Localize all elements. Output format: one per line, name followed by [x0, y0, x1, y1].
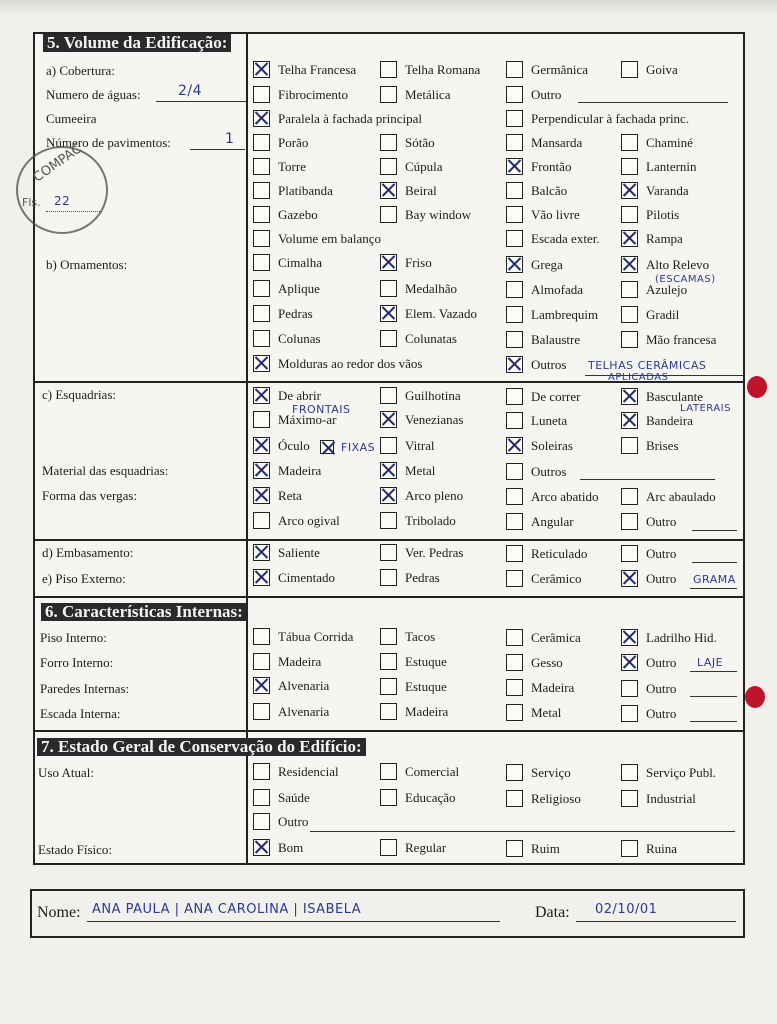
outro-cobertura-line	[578, 102, 728, 103]
de-correr-label: De correr	[531, 389, 581, 404]
ceramico-label: Cerâmico	[531, 571, 582, 586]
arco-abatido-checkbox[interactable]	[506, 488, 523, 505]
aplique-checkbox[interactable]	[253, 280, 270, 297]
lambrequim-checkbox[interactable]	[506, 306, 523, 323]
guilhotina-checkbox[interactable]	[380, 387, 397, 404]
residencial-checkbox[interactable]	[253, 763, 270, 780]
outro-checkbox[interactable]	[621, 654, 638, 671]
label-piso-interno: Piso Interno:	[40, 630, 107, 645]
arc-abaulado-checkbox[interactable]	[621, 488, 638, 505]
sotao-label: Sótão	[405, 135, 435, 150]
elem-vazado-label: Elem. Vazado	[405, 306, 477, 321]
ruina-label: Ruina	[646, 841, 678, 856]
balaustre-label: Balaustre	[531, 332, 581, 347]
venezianas-label: Venezianas	[405, 412, 464, 427]
outro-paredes-line	[690, 696, 737, 697]
gazebo-checkbox[interactable]	[253, 206, 270, 223]
educacao-checkbox[interactable]	[380, 789, 397, 806]
red-marker-dot	[747, 376, 767, 398]
label-material-esquadrias: Material das esquadrias:	[42, 463, 169, 478]
outro-label: Outro	[531, 87, 562, 102]
num-pav-value[interactable]: 1	[225, 131, 235, 147]
angular-checkbox[interactable]	[506, 513, 523, 530]
label-nome: Nome:	[37, 904, 81, 921]
estuque-checkbox[interactable]	[380, 678, 397, 695]
vao-livre-label: Vão livre	[531, 207, 580, 222]
cimalha-checkbox[interactable]	[253, 254, 270, 271]
medalhao-label: Medalhão	[405, 281, 457, 296]
porao-label: Porão	[278, 135, 309, 150]
hw-laje: LAJE	[697, 656, 724, 669]
industrial-checkbox[interactable]	[621, 790, 638, 807]
outro-checkbox[interactable]	[621, 545, 638, 562]
label-uso-atual: Uso Atual:	[38, 765, 94, 780]
vitral-label: Vitral	[405, 438, 435, 453]
label-esquadrias: c) Esquadrias:	[42, 387, 117, 402]
outro-label: Outro	[646, 514, 677, 529]
label-escada-interna: Escada Interna:	[40, 706, 121, 721]
tribolado-label: Tribolado	[405, 513, 456, 528]
chamine-label: Chaminé	[646, 135, 693, 150]
guilhotina-label: Guilhotina	[405, 388, 461, 403]
mansarda-checkbox[interactable]	[506, 134, 523, 151]
religioso-checkbox[interactable]	[506, 790, 523, 807]
de-abrir-checkbox[interactable]	[253, 387, 270, 404]
outro-checkbox[interactable]	[621, 705, 638, 722]
colunatas-label: Colunatas	[405, 331, 457, 346]
divider-embasamento	[33, 539, 745, 541]
medalhao-checkbox[interactable]	[380, 280, 397, 297]
cupula-label: Cúpula	[405, 159, 443, 174]
alvenaria-label: Alvenaria	[278, 704, 330, 719]
section-5-title: 5. Volume da Edificação:	[43, 34, 231, 52]
num-aguas-line	[156, 101, 246, 102]
num-pav-line	[190, 149, 245, 150]
cimalha-label: Cimalha	[278, 255, 323, 270]
label-data: Data:	[535, 904, 570, 921]
pedras-label: Pedras	[278, 306, 313, 321]
telha-francesa-checkbox[interactable]	[253, 61, 270, 78]
gesso-label: Gesso	[531, 655, 563, 670]
platibanda-checkbox[interactable]	[253, 182, 270, 199]
germanica-checkbox[interactable]	[506, 61, 523, 78]
divider-section-7	[33, 730, 745, 732]
stamp-fls-value: 22	[54, 194, 71, 208]
ver-pedras-checkbox[interactable]	[380, 544, 397, 561]
ceramica-label: Cerâmica	[531, 630, 581, 645]
bay-window-checkbox[interactable]	[380, 206, 397, 223]
telha-romana-checkbox[interactable]	[380, 61, 397, 78]
ruina-checkbox[interactable]	[621, 840, 638, 857]
outro-embasamento-line	[692, 562, 737, 563]
molduras-ao-redor-dos-vaos-checkbox[interactable]	[253, 355, 270, 372]
perpendicular-a-fachada-princ-label: Perpendicular à fachada princ.	[531, 111, 690, 126]
madeira-label: Madeira	[531, 680, 575, 695]
label-num-aguas: Numero de águas:	[46, 87, 141, 102]
vitral-checkbox[interactable]	[380, 437, 397, 454]
madeira-checkbox[interactable]	[380, 703, 397, 720]
lanternin-label: Lanternin	[646, 159, 697, 174]
ladrilho-hid-checkbox[interactable]	[621, 629, 638, 646]
aplique-label: Aplique	[278, 281, 320, 296]
de-correr-checkbox[interactable]	[506, 388, 523, 405]
arco-ogival-checkbox[interactable]	[253, 512, 270, 529]
arco-pleno-label: Arco pleno	[405, 488, 464, 503]
label-cobertura: a) Cobertura:	[46, 63, 115, 78]
saliente-checkbox[interactable]	[253, 544, 270, 561]
stamp-fls-line	[46, 211, 100, 212]
fixas-checkbox[interactable]	[320, 440, 334, 454]
servico-checkbox[interactable]	[506, 764, 523, 781]
mao-francesa-checkbox[interactable]	[621, 331, 638, 348]
hw-escamas: (ESCAMAS)	[655, 274, 716, 285]
data-line	[576, 921, 736, 922]
frontao-checkbox[interactable]	[506, 158, 523, 175]
molduras-ao-redor-dos-vaos-label: Molduras ao redor dos vãos	[278, 356, 423, 371]
bom-checkbox[interactable]	[253, 839, 270, 856]
outro-uso-line	[310, 831, 735, 832]
religioso-label: Religioso	[531, 791, 581, 806]
balaustre-checkbox[interactable]	[506, 331, 523, 348]
tabua-corrida-checkbox[interactable]	[253, 628, 270, 645]
saude-checkbox[interactable]	[253, 789, 270, 806]
chamine-checkbox[interactable]	[621, 134, 638, 151]
metal-checkbox[interactable]	[380, 462, 397, 479]
industrial-label: Industrial	[646, 791, 696, 806]
nome-value[interactable]: ANA PAULA | ANA CAROLINA | ISABELA	[92, 902, 362, 917]
tacos-checkbox[interactable]	[380, 628, 397, 645]
brises-label: Brises	[646, 438, 679, 453]
volume-em-balanco-checkbox[interactable]	[253, 230, 270, 247]
telha-romana-label: Telha Romana	[405, 62, 481, 77]
madeira-checkbox[interactable]	[253, 653, 270, 670]
beiral-checkbox[interactable]	[380, 182, 397, 199]
alvenaria-label: Alvenaria	[278, 678, 330, 693]
metal-label: Metal	[531, 705, 562, 720]
nome-line	[87, 921, 500, 922]
label-ornamentos: b) Ornamentos:	[46, 257, 128, 272]
madeira-label: Madeira	[278, 654, 322, 669]
luneta-checkbox[interactable]	[506, 412, 523, 429]
hw-frontais: FRONTAIS	[292, 403, 351, 416]
outros-checkbox[interactable]	[506, 463, 523, 480]
hw-grama: GRAMA	[693, 573, 736, 586]
outro-label: Outro	[646, 546, 677, 561]
hw-fixas: FIXAS	[341, 441, 376, 454]
outro-checkbox[interactable]	[506, 86, 523, 103]
torre-label: Torre	[278, 159, 306, 174]
lanternin-checkbox[interactable]	[621, 158, 638, 175]
madeira-checkbox[interactable]	[253, 462, 270, 479]
almofada-checkbox[interactable]	[506, 281, 523, 298]
saliente-label: Saliente	[278, 545, 320, 560]
arc-abaulado-label: Arc abaulado	[646, 489, 716, 504]
azulejo-label: Azulejo	[646, 282, 688, 297]
data-value[interactable]: 02/10/01	[595, 902, 658, 917]
luneta-label: Luneta	[531, 413, 568, 428]
fibrocimento-checkbox[interactable]	[253, 86, 270, 103]
tabua-corrida-label: Tábua Corrida	[278, 629, 354, 644]
outro-piso-externo-line	[690, 588, 737, 589]
volume-em-balanco-label: Volume em balanço	[278, 231, 382, 246]
cupula-checkbox[interactable]	[380, 158, 397, 175]
azulejo-checkbox[interactable]	[621, 281, 638, 298]
colunatas-checkbox[interactable]	[380, 330, 397, 347]
outro-checkbox[interactable]	[621, 570, 638, 587]
section-7-title: 7. Estado Geral de Conservação do Edifício:	[37, 738, 366, 756]
label-paredes-internas: Paredes Internas:	[40, 681, 130, 696]
label-num-pavimentos: Número de pavimentos:	[46, 135, 171, 150]
outro-label: Outro	[278, 814, 309, 829]
maximo-ar-label: Máximo-ar	[278, 412, 337, 427]
arco-pleno-checkbox[interactable]	[380, 487, 397, 504]
educacao-label: Educação	[405, 790, 456, 805]
varanda-label: Varanda	[646, 183, 689, 198]
outro-escada-line	[690, 721, 737, 722]
servico-publ-checkbox[interactable]	[621, 764, 638, 781]
label-forma-vergas: Forma das vergas:	[42, 488, 138, 503]
escada-exter-label: Escada exter.	[531, 231, 600, 246]
bandeira-checkbox[interactable]	[621, 412, 638, 429]
torre-checkbox[interactable]	[253, 158, 270, 175]
alvenaria-checkbox[interactable]	[253, 703, 270, 720]
bandeira-label: Bandeira	[646, 413, 693, 428]
de-abrir-label: De abrir	[278, 388, 321, 403]
outro-checkbox[interactable]	[621, 513, 638, 530]
pilotis-label: Pilotis	[646, 207, 680, 222]
label-forro-interno: Forro Interno:	[40, 655, 114, 670]
sotao-checkbox[interactable]	[380, 134, 397, 151]
cimentado-label: Cimentado	[278, 570, 336, 585]
oculo-checkbox[interactable]	[253, 437, 270, 454]
comercial-checkbox[interactable]	[380, 763, 397, 780]
venezianas-checkbox[interactable]	[380, 411, 397, 428]
madeira-checkbox[interactable]	[506, 679, 523, 696]
estuque-label: Estuque	[405, 679, 447, 694]
regular-label: Regular	[405, 840, 447, 855]
estuque-checkbox[interactable]	[380, 653, 397, 670]
red-marker-dot	[745, 686, 765, 708]
page-top-shadow	[0, 0, 777, 14]
beiral-label: Beiral	[405, 183, 437, 198]
outro-label: Outro	[646, 655, 677, 670]
gesso-checkbox[interactable]	[506, 654, 523, 671]
brises-checkbox[interactable]	[621, 437, 638, 454]
outros-checkbox[interactable]	[506, 356, 523, 373]
outro-forro-line	[690, 671, 737, 672]
cimentado-checkbox[interactable]	[253, 569, 270, 586]
divider-section-6	[33, 596, 745, 598]
pedras-checkbox[interactable]	[253, 305, 270, 322]
metal-label: Metal	[405, 463, 436, 478]
friso-label: Friso	[405, 255, 432, 270]
alto-relevo-label: Alto Relevo	[646, 257, 710, 272]
gradil-label: Gradil	[646, 307, 680, 322]
fibrocimento-label: Fibrocimento	[278, 87, 349, 102]
reticulado-label: Reticulado	[531, 546, 588, 561]
pedras-label: Pedras	[405, 570, 440, 585]
outro-checkbox[interactable]	[253, 813, 270, 830]
bay-window-label: Bay window	[405, 207, 472, 222]
elem-vazado-checkbox[interactable]	[380, 305, 397, 322]
estuque-label: Estuque	[405, 654, 447, 669]
bom-label: Bom	[278, 840, 304, 855]
ceramico-checkbox[interactable]	[506, 570, 523, 587]
colunas-checkbox[interactable]	[253, 330, 270, 347]
outros-label: Outros	[531, 357, 567, 372]
colunas-label: Colunas	[278, 331, 321, 346]
soleiras-label: Soleiras	[531, 438, 573, 453]
residencial-label: Residencial	[278, 764, 339, 779]
metalica-label: Metálica	[405, 87, 451, 102]
label-estado-fisico: Estado Físico:	[38, 842, 113, 857]
hw-outros-ornamentos-2: APLICADAS	[608, 372, 669, 383]
hw-laterais: LATERAIS	[680, 403, 731, 414]
friso-checkbox[interactable]	[380, 254, 397, 271]
reta-label: Reta	[278, 488, 302, 503]
germanica-label: Germânica	[531, 62, 589, 77]
escada-exter-checkbox[interactable]	[506, 230, 523, 247]
soleiras-checkbox[interactable]	[506, 437, 523, 454]
basculante-checkbox[interactable]	[621, 388, 638, 405]
outro-label: Outro	[646, 571, 677, 586]
tacos-label: Tacos	[405, 629, 436, 644]
outro-checkbox[interactable]	[621, 680, 638, 697]
platibanda-label: Platibanda	[278, 183, 333, 198]
almofada-label: Almofada	[531, 282, 583, 297]
oculo-label: Óculo	[278, 438, 310, 453]
rampa-label: Rampa	[646, 231, 683, 246]
pedras-checkbox[interactable]	[380, 569, 397, 586]
balcao-label: Balcão	[531, 183, 568, 198]
gazebo-label: Gazebo	[278, 207, 318, 222]
varanda-checkbox[interactable]	[621, 182, 638, 199]
stamp-text: COMPAC	[30, 141, 85, 186]
num-aguas-value[interactable]: 2/4	[178, 83, 203, 99]
outro-label: Outro	[646, 706, 677, 721]
outros-label: Outros	[531, 464, 567, 479]
comercial-label: Comercial	[405, 764, 460, 779]
gradil-checkbox[interactable]	[621, 306, 638, 323]
alvenaria-checkbox[interactable]	[253, 677, 270, 694]
mansarda-label: Mansarda	[531, 135, 583, 150]
grega-checkbox[interactable]	[506, 256, 523, 273]
madeira-label: Madeira	[278, 463, 322, 478]
reta-checkbox[interactable]	[253, 487, 270, 504]
label-piso-externo: e) Piso Externo:	[42, 571, 126, 586]
section-6-title: 6. Características Internas:	[41, 603, 247, 621]
pilotis-checkbox[interactable]	[621, 206, 638, 223]
hw-outros-ornamentos: TELHAS CERÂMICAS	[588, 359, 707, 372]
ceramica-checkbox[interactable]	[506, 629, 523, 646]
servico-publ-label: Serviço Publ.	[646, 765, 717, 780]
mao-francesa-label: Mão francesa	[646, 332, 717, 347]
regular-checkbox[interactable]	[380, 839, 397, 856]
servico-label: Serviço	[531, 765, 571, 780]
frontao-label: Frontão	[531, 159, 572, 174]
goiva-label: Goiva	[646, 62, 678, 77]
arco-ogival-label: Arco ogival	[278, 513, 340, 528]
label-embasamento: d) Embasamento:	[42, 545, 134, 560]
rampa-checkbox[interactable]	[621, 230, 638, 247]
angular-label: Angular	[531, 514, 574, 529]
ladrilho-hid-label: Ladrilho Hid.	[646, 630, 717, 645]
perpendicular-a-fachada-princ-checkbox[interactable]	[506, 110, 523, 127]
goiva-checkbox[interactable]	[621, 61, 638, 78]
vao-livre-checkbox[interactable]	[506, 206, 523, 223]
ver-pedras-label: Ver. Pedras	[405, 545, 464, 560]
grega-label: Grega	[531, 257, 563, 272]
saude-label: Saúde	[278, 790, 310, 805]
label-cumeeira: Cumeeira	[46, 111, 97, 126]
reticulado-checkbox[interactable]	[506, 545, 523, 562]
balcao-checkbox[interactable]	[506, 182, 523, 199]
metal-checkbox[interactable]	[506, 704, 523, 721]
paralela-a-fachada-principal-checkbox[interactable]	[253, 110, 270, 127]
madeira-label: Madeira	[405, 704, 449, 719]
stamp-fls-label: Fls.	[22, 196, 41, 209]
tribolado-checkbox[interactable]	[380, 512, 397, 529]
outro-label: Outro	[646, 681, 677, 696]
maximo-ar-checkbox[interactable]	[253, 411, 270, 428]
alto-relevo-checkbox[interactable]	[621, 256, 638, 273]
telha-francesa-label: Telha Francesa	[278, 62, 357, 77]
ruim-checkbox[interactable]	[506, 840, 523, 857]
arco-abatido-label: Arco abatido	[531, 489, 599, 504]
porao-checkbox[interactable]	[253, 134, 270, 151]
paralela-a-fachada-principal-label: Paralela à fachada principal	[278, 111, 422, 126]
metalica-checkbox[interactable]	[380, 86, 397, 103]
outros-esquadrias-line	[580, 479, 715, 480]
outro-vergas-line	[692, 530, 737, 531]
lambrequim-label: Lambrequim	[531, 307, 599, 322]
basculante-label: Basculante	[646, 389, 704, 404]
ruim-label: Ruim	[531, 841, 560, 856]
